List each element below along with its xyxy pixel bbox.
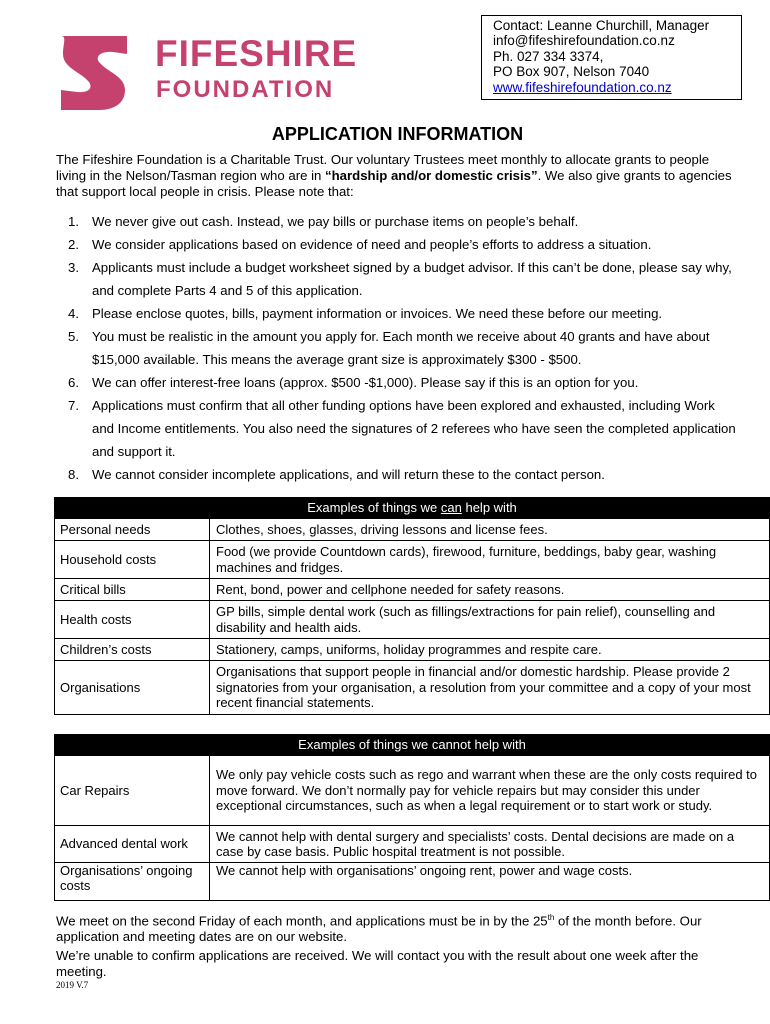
rules-list (56, 210, 736, 486)
rule-number: 3. (68, 260, 79, 275)
table-row (55, 579, 770, 601)
website-link[interactable]: www.fifeshirefoundation.co.nz (493, 79, 672, 95)
table-row (55, 756, 770, 826)
can-help-header-pre: Examples of things we (307, 500, 441, 516)
rule-number: 8. (68, 467, 79, 482)
can-help-header-em: can (440, 500, 462, 516)
can-help-header (55, 498, 770, 519)
rule-item (56, 302, 736, 325)
rule-text: Applications must confirm that all other funding options have been explored and exhausted, including Work and Income entitlements. You also need the signatures of 2 referees who have seen the completed application and support it. (92, 398, 736, 459)
meeting-info-paragraph (56, 910, 736, 945)
fifeshire-s-mark-icon (55, 32, 133, 112)
table-row (55, 601, 770, 639)
table-row (55, 639, 770, 661)
table-row (55, 541, 770, 579)
rule-item (56, 463, 736, 486)
table-row (55, 661, 770, 715)
rule-number: 4. (68, 306, 79, 321)
rule-text: Please enclose quotes, bills, payment information or invoices. We need these before our meeting. (92, 306, 663, 321)
description-cell: Clothes, shoes, glasses, driving lessons and license fees. (210, 519, 770, 541)
intro-text-2: . We also give grants to agencies that support local people in crisis. Please note that: (56, 168, 732, 199)
fifeshire-logo (55, 32, 365, 112)
contact-email[interactable]: info@fifeshirefoundation.co.nz (493, 33, 675, 49)
category-cell: Health costs (55, 601, 210, 639)
rule-item (56, 256, 736, 302)
rule-item (56, 371, 736, 394)
category-cell: Critical bills (55, 579, 210, 601)
rule-item (56, 394, 736, 463)
category-cell: Children’s costs (55, 639, 210, 661)
rule-number: 5. (68, 329, 79, 344)
meeting-info-sup: th (547, 913, 555, 922)
rule-text: You must be realistic in the amount you apply for. Each month we receive about 40 grants and have about $15,000 available. This means the average grant size is approximately $300 - $500. (92, 329, 710, 367)
rule-text: We cannot consider incomplete applications, and will return these to the contact person. (92, 467, 605, 482)
rule-text: We consider applications based on evidence of need and people’s efforts to address a situation. (92, 237, 652, 252)
description-cell: Organisations that support people in financial and/or domestic hardship. Please provide 2 signatories from your organisation, a resolution from your committee and a copy of your most recent financial statements. (210, 661, 770, 715)
can-help-table (54, 497, 770, 715)
category-cell: Advanced dental work (55, 826, 210, 863)
description-cell: Rent, bond, power and cellphone needed for safety reasons. (210, 579, 770, 601)
description-cell: Food (we provide Countdown cards), firewood, furniture, beddings, baby gear, washing machines and fridges. (210, 541, 770, 579)
confirmation-paragraph: We’re unable to confirm applications are received. We will contact you with the result about one week after the meeting. (56, 948, 699, 979)
rule-number: 2. (68, 237, 79, 252)
rule-number: 1. (68, 214, 79, 229)
category-cell: Organisations (55, 661, 210, 715)
category-cell: Personal needs (55, 519, 210, 541)
category-cell: Organisations’ ongoing costs (55, 863, 210, 901)
table-row (55, 519, 770, 541)
description-cell: We cannot help with organisations’ ongoing rent, power and wage costs. (210, 863, 770, 901)
contact-address: PO Box 907, Nelson 7040 (493, 64, 650, 80)
version-label: 2019 V.7 (56, 980, 89, 990)
can-help-header-post: help with (461, 500, 517, 516)
category-cell: Car Repairs (55, 756, 210, 826)
rule-number: 7. (68, 398, 79, 413)
intro-emphasis: “hardship and/or domestic crisis” (325, 168, 538, 183)
description-cell: GP bills, simple dental work (such as fillings/extractions for pain relief), counselling and disability and health aids. (210, 601, 770, 639)
intro-paragraph (56, 152, 736, 200)
category-cell: Household costs (55, 541, 210, 579)
rule-item (56, 325, 736, 371)
logo-name-line1: FIFESHIRE (155, 33, 358, 74)
contact-name: Contact: Leanne Churchill, Manager (493, 18, 710, 33)
rule-number: 6. (68, 375, 79, 390)
meeting-info-text-1: We meet on the second Friday of each month, and applications must be in by the 25 (56, 913, 548, 929)
rule-item (56, 210, 736, 233)
page-title: APPLICATION INFORMATION (271, 124, 524, 144)
intro-text-1: The Fifeshire Foundation is a Charitable Trust. Our voluntary Trustees meet monthly to allocate grants to people living in the Nelson/Tasman region who are in (56, 152, 710, 183)
description-cell: We cannot help with dental surgery and specialists’ costs. Dental decisions are made on a case by case basis. Public hospital treatment is not possible. (210, 826, 770, 863)
meeting-info-text-2: of the month before. Our application and meeting dates are on our website. (56, 913, 702, 945)
rule-item (56, 233, 736, 256)
table-row (55, 826, 770, 863)
description-cell: We only pay vehicle costs such as rego and warrant when these are the only costs required to move forward. We don’t normally pay for vehicle repairs but may consider this under exceptional circumstances, such as when a legal requirement or to start work or study. (210, 756, 770, 826)
logo-name-line2: FOUNDATION (156, 76, 335, 103)
cannot-help-header: Examples of things we cannot help with (55, 735, 770, 756)
cannot-help-table (54, 734, 770, 901)
rule-text: We can offer interest-free loans (approx. $500 -$1,000). Please say if this is an option for you. (92, 375, 639, 390)
contact-box (481, 15, 742, 100)
description-cell: Stationery, camps, uniforms, holiday programmes and respite care. (210, 639, 770, 661)
table-row (55, 863, 770, 901)
contact-phone: Ph. 027 334 3374, (493, 48, 604, 64)
rule-text: We never give out cash. Instead, we pay bills or purchase items on people’s behalf. (92, 214, 579, 229)
rule-text: Applicants must include a budget worksheet signed by a budget advisor. If this can’t be done, please say why, and complete Parts 4 and 5 of this application. (92, 260, 732, 298)
